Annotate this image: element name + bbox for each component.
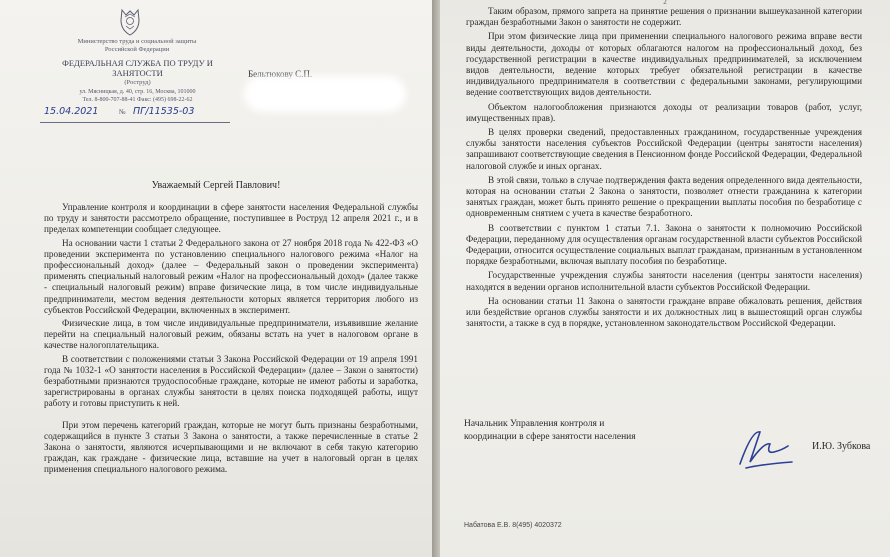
handwritten-signature xyxy=(730,424,800,474)
letter-page-2 xyxy=(440,0,890,557)
coat-of-arms-emblem xyxy=(118,6,142,36)
letter-body-page-2 xyxy=(466,6,862,332)
redacted-area xyxy=(250,82,400,106)
paragraph: Таким образом, прямого запрета на принятие решения о признании вышеуказанной категории граждан безработными Закон о занятости не содержит. xyxy=(466,6,862,28)
agency-name: ФЕДЕРАЛЬНАЯ СЛУЖБА ПО ТРУДУ И ЗАНЯТОСТИ xyxy=(62,58,213,78)
paragraph: На основании части 1 статьи 2 Федерального закона от 27 ноября 2018 года № 422-ФЗ «О проведении эксперимента по установлению специального налогового режима «Налог на профессиональный доход» (далее – Федеральный закон о проведении эксперимента) применять специальный налоговый режим «Налог на профессиональный доход» (далее также - специальный налоговый режим) вправе физические лица, в том числе индивидуальные предприниматели, местом ведения деятельности которых является территория любого из субъектов Российской Федерации, включенных в эксперимент. xyxy=(44,237,418,315)
ministry-name: Министерство труда и социальной защиты Российской Федерации xyxy=(77,38,197,53)
paragraph: Объектом налогообложения признаются доходы от реализации товаров (работ, услуг, имущественных прав). xyxy=(466,101,862,123)
executor-contact: Набатова Е.В. 8(495) 4020372 xyxy=(464,522,562,529)
registration-date: 15.04.2021 xyxy=(44,106,99,117)
paragraph: В целях проверки сведений, предоставленных гражданином, государственные учреждения службы занятости населения субъектов Российской Федерации (центры занятости населения) запрашивают соответствующие сведения в Пенсионном фонде Российской Федерации, Федеральной налоговой службе и иных органах. xyxy=(466,127,862,171)
paragraph: При этом перечень категорий граждан, которые не могут быть признаны безработными, содержащийся в пункте 3 статьи 3 Закона о занятости, а также перечисленные в статье 2 Закона о занятости, являются исчерпывающими и не включают в себя такую категорию граждан, как граждане - физические лица, вставшие на учет в налоговый орган в целях применения специального налогового режима. xyxy=(44,419,418,475)
paragraph: Управление контроля и координации в сфере занятости населения Федеральной службы по труду и занятости рассмотрело обращение, поступившее в Роструд 12 апреля 2021 г., и в пределах компетенции сообщает следующее. xyxy=(44,202,418,235)
page-number: 2 xyxy=(663,0,667,6)
paragraph: Государственные учреждения службы занятости населения (центры занятости населения) находятся в ведении органов исполнительной власти субъектов Российской Федерации. xyxy=(466,270,862,292)
paragraph: В соответствии с пунктом 1 статьи 7.1. Закона о занятости к полномочию Российской Федерации, переданному для осуществления органам государственной власти субъектов Российской Федерации, относится осуществление социальных выплат гражданам, признанным в установленном порядке безработными, включая выплату пособия по безработице. xyxy=(466,222,862,267)
page-gap xyxy=(432,0,440,557)
paragraph: На основании статьи 11 Закона о занятости граждане вправе обжаловать решения, действия или бездействие органов службы занятости и их должностных лиц в вышестоящий орган службы занятости, а также в суд в порядке, установленном законодательством Российской Федерации. xyxy=(466,295,862,329)
registration-number-label: № xyxy=(119,108,126,116)
signatory-name: И.Ю. Зубкова xyxy=(812,441,871,452)
letter-page-1 xyxy=(0,0,432,557)
agency-short-name: (Роструд) xyxy=(124,79,151,86)
paragraph: Физические лица, в том числе индивидуальные предприниматели, изъявившие желание перейти на специальный налоговый режим, обязаны встать на учет в налоговом органе в качестве налогоплательщика. xyxy=(44,318,418,351)
address-line: ул. Мясницкая, д. 40, стр. 16, Москва, 101000 xyxy=(79,89,196,95)
agency-address xyxy=(55,89,220,104)
registration-number: ПГ/11535-03 xyxy=(133,106,195,117)
recipient-name: Бельтюкову С.П. xyxy=(248,69,313,79)
letter-body-page-1 xyxy=(44,202,418,478)
salutation: Уважаемый Сергей Павлович! xyxy=(151,180,281,191)
paragraph: В этой связи, только в случае подтверждения факта ведения определенного вида деятельности, которая на основании статьи 2 Закона о занятости, позволяет отнести гражданина к категории занятых граждан, может быть принято решение о прекращении выплаты пособия по безработице с одновременным снятием с учета в качестве безработного. xyxy=(466,174,862,219)
phone-line: Тел. 8-800-707-88-41 Факс: (495) 698-22-62 xyxy=(82,96,193,103)
signatory-title: Начальник Управления контроля и координации в сфере занятости населения xyxy=(464,419,636,442)
paragraph: При этом физические лица при применении специального налогового режима вправе вести виды деятельности, доходы от которых облагаются налогом на профессиональный доход, без государственной регистрации в качестве индивидуальных предпринимателей, за исключением видов деятельности, ведение которых требует обязательной регистрации в качестве индивидуального предпринимателя в соответствии с федеральными законами, регулирующими ведение соответствующих видов деятельности. xyxy=(466,31,862,98)
paragraph: В соответствии с положениями статьи 3 Закона Российской Федерации от 19 апреля 1991 года № 1032-1 «О занятости населения в Российской Федерации» (далее – Закон о занятости) безработными признаются трудоспособные граждане, которые не имеют работы и заработка, зарегистрированы в органах службы занятости в целях поиска подходящей работы, ищут работу и готовы приступить к ней. xyxy=(44,353,418,409)
